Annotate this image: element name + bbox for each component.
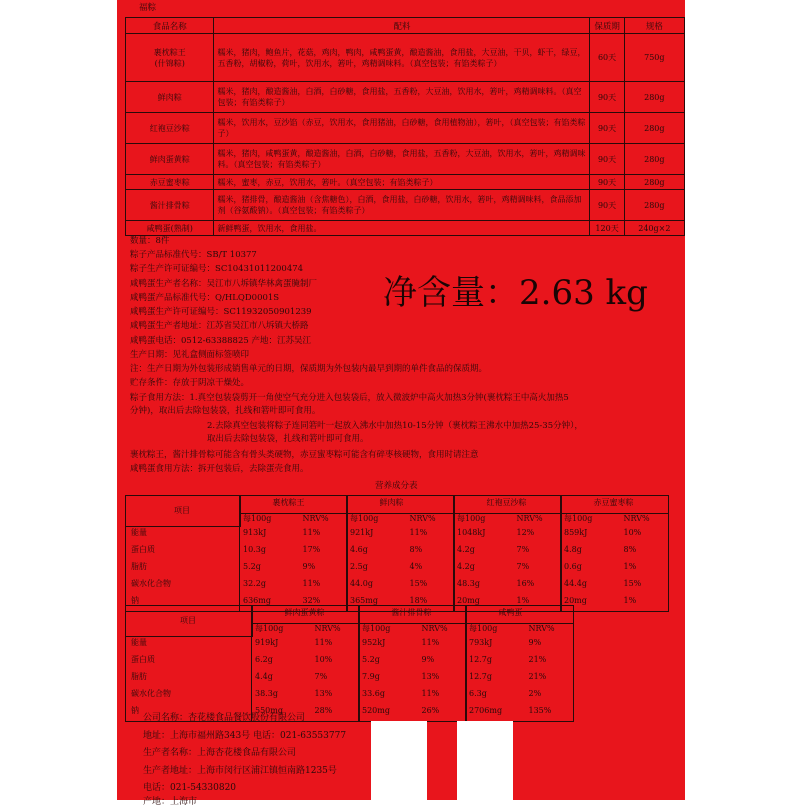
nutrition-product-name: 酱汁排骨粽 <box>391 608 432 617</box>
info-line: 咸鸭蛋产品标准代号：Q/HLQD0001S <box>130 293 280 303</box>
table-row <box>126 175 685 190</box>
barcode-placeholder <box>371 721 427 800</box>
nutrient-nrv: 12% <box>516 528 535 537</box>
nutrition-item-header: 项目 <box>174 506 190 515</box>
nutrient-value: 4.4g <box>255 672 273 681</box>
product-spec: 280g <box>624 190 684 221</box>
nutrient-label: 能量 <box>131 528 147 537</box>
nrv-label: NRV% <box>516 514 543 523</box>
hard-object-warning: 裹枕粽王，酱汁排骨粽可能含有骨头类硬物，赤豆蜜枣粽可能含有碎枣核硬物，食用时请注意 <box>130 450 479 460</box>
nutrient-nrv: 11% <box>302 579 321 588</box>
nutrient-label: 脂肪 <box>131 672 147 681</box>
nutrient-value: 913kJ <box>243 528 267 537</box>
product-spec: 240g×2 <box>624 221 684 236</box>
nutrient-value: 6.2g <box>255 655 273 664</box>
nutrient-nrv: 28% <box>314 706 333 715</box>
product-ingredients: 新鲜鸭蛋，饮用水，食用盐。 <box>214 221 590 236</box>
nutrient-value: 793kJ <box>469 638 493 647</box>
nutrient-value: 12.7g <box>469 655 492 664</box>
nutrition-item-header: 项目 <box>180 616 196 625</box>
nrv-label: NRV% <box>409 514 436 523</box>
product-shelf-life: 90天 <box>590 144 624 175</box>
per-100g-label: 每100g <box>350 514 379 523</box>
per-100g-label: 每100g <box>457 514 486 523</box>
nutrient-value: 7.9g <box>362 672 380 681</box>
nutrition-product-name: 鲜肉蛋黄粽 <box>284 608 325 617</box>
nutrient-label: 碳水化合物 <box>131 689 171 698</box>
product-spec: 750g <box>624 34 684 82</box>
nrv-label: NRV% <box>421 624 448 633</box>
nutrient-nrv: 8% <box>623 545 637 554</box>
production-date: 生产日期：见礼盒侧面标签喷印 <box>130 350 250 360</box>
table-row <box>126 190 685 221</box>
nutrient-nrv: 11% <box>421 638 440 647</box>
producer-address: 生产者地址：上海市闵行区浦江镇恒南路1235号 <box>143 766 337 776</box>
nutrient-nrv: 7% <box>516 562 530 571</box>
product-name: 咸鸭蛋(熟制) <box>126 221 214 236</box>
nutrient-nrv: 7% <box>516 545 530 554</box>
product-name: 赤豆蜜枣粽 <box>126 175 214 190</box>
egg-method: 咸鸭蛋食用方法：拆开包装后，去除蛋壳食用。 <box>130 464 309 474</box>
nutrient-value: 12.7g <box>469 672 492 681</box>
nutrient-value: 952kJ <box>362 638 386 647</box>
product-name: 鲜肉粽 <box>126 82 214 113</box>
nutrient-nrv: 32% <box>302 596 321 605</box>
nutrient-label: 蛋白质 <box>131 655 155 664</box>
table-row <box>126 113 685 144</box>
per-100g-label: 每100g <box>243 514 272 523</box>
info-line: 咸鸭蛋生产者地址：江苏省吴江市八坼镇大桥路 <box>130 321 309 331</box>
product-shelf-life: 60天 <box>590 34 624 82</box>
info-line: 咸鸭蛋生产许可证编号：SC11932050901239 <box>130 307 312 317</box>
nutrition-product-name: 红袍豆沙粽 <box>486 498 527 507</box>
nutrient-nrv: 9% <box>302 562 316 571</box>
table-row <box>126 34 685 82</box>
nutrient-value: 2706mg <box>469 706 503 715</box>
nutrient-nrv: 10% <box>623 528 642 537</box>
nutrient-label: 钠 <box>131 706 139 715</box>
nrv-label: NRV% <box>623 514 650 523</box>
nutrient-nrv: 1% <box>516 596 530 605</box>
label-title: 福粽 <box>139 3 157 13</box>
product-name: 酱汁排骨粽 <box>126 190 214 221</box>
nutrition-product-name: 咸鸭蛋 <box>498 608 523 617</box>
nutrient-nrv: 135% <box>528 706 552 715</box>
nutrient-label: 能量 <box>131 638 147 647</box>
col-header-ingredients: 配料 <box>214 18 590 34</box>
nutrient-nrv: 21% <box>528 655 547 664</box>
nutrient-nrv: 10% <box>314 655 333 664</box>
nutrient-nrv: 13% <box>314 689 333 698</box>
product-name: 裹枕粽王 (什锦粽) <box>126 34 214 82</box>
table-row <box>126 221 685 236</box>
product-table-header <box>126 18 685 34</box>
producer-phone: 电话：021-54330820 <box>143 783 237 793</box>
nutrient-value: 6.3g <box>469 689 487 698</box>
nutrient-value: 10.3g <box>243 545 266 554</box>
cooking-method-2: 2.去除真空包装将粽子连同箬叶一起放入沸水中加热10-15分钟（裹枕粽王沸水中加热25-35分钟），取出后去除包装袋，扎线和箬叶即可食用。 <box>207 421 583 444</box>
nutrient-nrv: 17% <box>302 545 321 554</box>
nutrient-nrv: 26% <box>421 706 440 715</box>
nutrient-nrv: 9% <box>421 655 435 664</box>
info-line: 咸鸭蛋电话：0512-63388825 产地：江苏吴江 <box>130 336 311 346</box>
nutrient-nrv: 16% <box>516 579 535 588</box>
nutrient-nrv: 11% <box>409 528 428 537</box>
nutrient-value: 0.6g <box>564 562 582 571</box>
product-shelf-life: 90天 <box>590 175 624 190</box>
nutrient-value: 4.8g <box>564 545 582 554</box>
product-shelf-life: 90天 <box>590 190 624 221</box>
per-100g-label: 每100g <box>469 624 498 633</box>
product-name: 红袍豆沙粽 <box>126 113 214 144</box>
nutrient-nrv: 9% <box>528 638 542 647</box>
nutrient-nrv: 18% <box>409 596 428 605</box>
qr-placeholder <box>457 721 513 800</box>
info-note: 注：生产日期为外包装形成销售单元的日期，保质期为外包装内最早到期的单件食品的保质期。 <box>130 364 488 374</box>
product-spec: 280g <box>624 82 684 113</box>
company-name: 公司名称：杏花楼食品餐饮股份有限公司 <box>143 713 306 723</box>
nutrient-nrv: 11% <box>421 689 440 698</box>
nutrient-value: 44.4g <box>564 579 587 588</box>
nutrient-nrv: 1% <box>623 596 637 605</box>
product-table <box>125 17 685 236</box>
product-spec: 280g <box>624 144 684 175</box>
nutrient-value: 20mg <box>564 596 587 605</box>
product-shelf-life: 120天 <box>590 221 624 236</box>
product-ingredients: 糯米，猪肉，酿造酱油，白酒，白砂糖，食用盐，五香粉，大豆油，饮用水，箬叶，鸡精调味料。（真空包装；有馅类粽子） <box>214 82 590 113</box>
nutrient-nrv: 15% <box>409 579 428 588</box>
nutrient-nrv: 15% <box>623 579 642 588</box>
nutrient-value: 44.0g <box>350 579 373 588</box>
nutrient-nrv: 11% <box>314 638 333 647</box>
info-line: 粽子生产许可证编号：SC10431011200474 <box>130 264 304 274</box>
nutrient-value: 365mg <box>350 596 378 605</box>
nutrient-value: 5.2g <box>243 562 261 571</box>
product-spec: 280g <box>624 175 684 190</box>
product-ingredients: 糯米，猪肉，鲍鱼片，花菇，鸡肉，鸭肉，咸鸭蛋黄，酿造酱油，食用盐，大豆油，干贝，虾干，绿豆，五香粉，胡椒粉，荷叶，饮用水，箬叶，鸡精调味料。（真空包装；有馅类粽子） <box>214 34 590 82</box>
col-header-spec: 规格 <box>624 18 684 34</box>
producer-name: 生产者名称：上海杏花楼食品有限公司 <box>143 748 297 758</box>
col-header-name: 食品名称 <box>126 18 214 34</box>
nutrient-value: 4.2g <box>457 562 475 571</box>
nutrient-nrv: 13% <box>421 672 440 681</box>
storage-condition: 贮存条件：存放于阴凉干燥处。 <box>130 378 250 388</box>
cooking-method-1: 粽子食用方法：1.真空包装袋剪开一角使空气充分进入包装袋后，放入微波炉中高火加热3分钟(裹枕粽王中高火加热5分钟)，取出后去除包装袋，扎线和箬叶即可食用。 <box>130 393 569 416</box>
nutrient-nrv: 1% <box>623 562 637 571</box>
nrv-label: NRV% <box>302 514 329 523</box>
table-row <box>126 144 685 175</box>
nutrient-label: 脂肪 <box>131 562 147 571</box>
nutrient-value: 4.2g <box>457 545 475 554</box>
per-100g-label: 每100g <box>564 514 593 523</box>
nutrient-value: 921kJ <box>350 528 374 537</box>
product-label <box>117 0 685 807</box>
nutrition-product-name: 赤豆蜜枣粽 <box>593 498 634 507</box>
nutrition-product-name: 裹枕粽王 <box>272 498 305 507</box>
col-header-shelf: 保质期 <box>590 18 624 34</box>
info-line: 咸鸭蛋生产者名称：吴江市八坼镇华林禽蛋腌制厂 <box>130 279 318 289</box>
nutrient-value: 5.2g <box>362 655 380 664</box>
nutrient-value: 38.3g <box>255 689 278 698</box>
nrv-label: NRV% <box>314 624 341 633</box>
nutrient-value: 550mg <box>255 706 283 715</box>
per-100g-label: 每100g <box>362 624 391 633</box>
product-shelf-life: 90天 <box>590 82 624 113</box>
nutrient-value: 4.6g <box>350 545 368 554</box>
nutrient-nrv: 21% <box>528 672 547 681</box>
company-address: 地址：上海市福州路343号 电话：021-63553777 <box>143 731 347 741</box>
nutrient-value: 1048kJ <box>457 528 486 537</box>
table-row <box>126 82 685 113</box>
nutrient-value: 20mg <box>457 596 480 605</box>
nrv-label: NRV% <box>528 624 555 633</box>
nutrient-value: 33.6g <box>362 689 385 698</box>
nutrient-value: 48.3g <box>457 579 480 588</box>
nutrient-value: 919kJ <box>255 638 279 647</box>
product-ingredients: 糯米，饮用水，豆沙馅（赤豆，饮用水，食用猪油，白砂糖，食用植物油），箬叶，（真空包装；有馅类粽子） <box>214 113 590 144</box>
info-quantity: 数量：8件 <box>130 236 170 246</box>
product-name: 鲜肉蛋黄粽 <box>126 144 214 175</box>
product-ingredients: 糯米，蜜枣，赤豆，饮用水，箬叶。（真空包装；有馅类粽子） <box>214 175 590 190</box>
info-line: 粽子产品标准代号：SB/T 10377 <box>130 250 257 260</box>
net-content: 净含量：2.63 kg <box>383 273 648 313</box>
product-ingredients: 糯米，猪排骨，酿造酱油（含焦糖色），白酒，食用盐，白砂糖，饮用水，箬叶，鸡精调味料，食品添加剂（谷氨酸钠）。（真空包装；有馅类粽子） <box>214 190 590 221</box>
nutrient-label: 钠 <box>131 596 139 605</box>
nutrient-nrv: 2% <box>528 689 542 698</box>
product-spec: 280g <box>624 113 684 144</box>
nutrient-nrv: 11% <box>302 528 321 537</box>
nutrition-title: 营养成分表 <box>375 481 418 491</box>
nutrient-value: 859kJ <box>564 528 588 537</box>
product-shelf-life: 90天 <box>590 113 624 144</box>
per-100g-label: 每100g <box>255 624 284 633</box>
nutrient-nrv: 8% <box>409 545 423 554</box>
nutrient-value: 2.5g <box>350 562 368 571</box>
origin: 产地：上海市 <box>143 797 198 807</box>
nutrient-label: 碳水化合物 <box>131 579 171 588</box>
nutrient-label: 蛋白质 <box>131 545 155 554</box>
nutrient-value: 32.2g <box>243 579 266 588</box>
nutrient-value: 520mg <box>362 706 390 715</box>
nutrient-nrv: 7% <box>314 672 328 681</box>
nutrient-nrv: 4% <box>409 562 423 571</box>
product-ingredients: 糯米，猪肉，咸鸭蛋黄，酿造酱油，白酒，白砂糖，食用盐，五香粉，大豆油，饮用水，箬叶，鸡精调味料。（真空包装；有馅类粽子） <box>214 144 590 175</box>
nutrition-product-name: 鲜肉粽 <box>379 498 404 507</box>
nutrient-value: 636mg <box>243 596 271 605</box>
